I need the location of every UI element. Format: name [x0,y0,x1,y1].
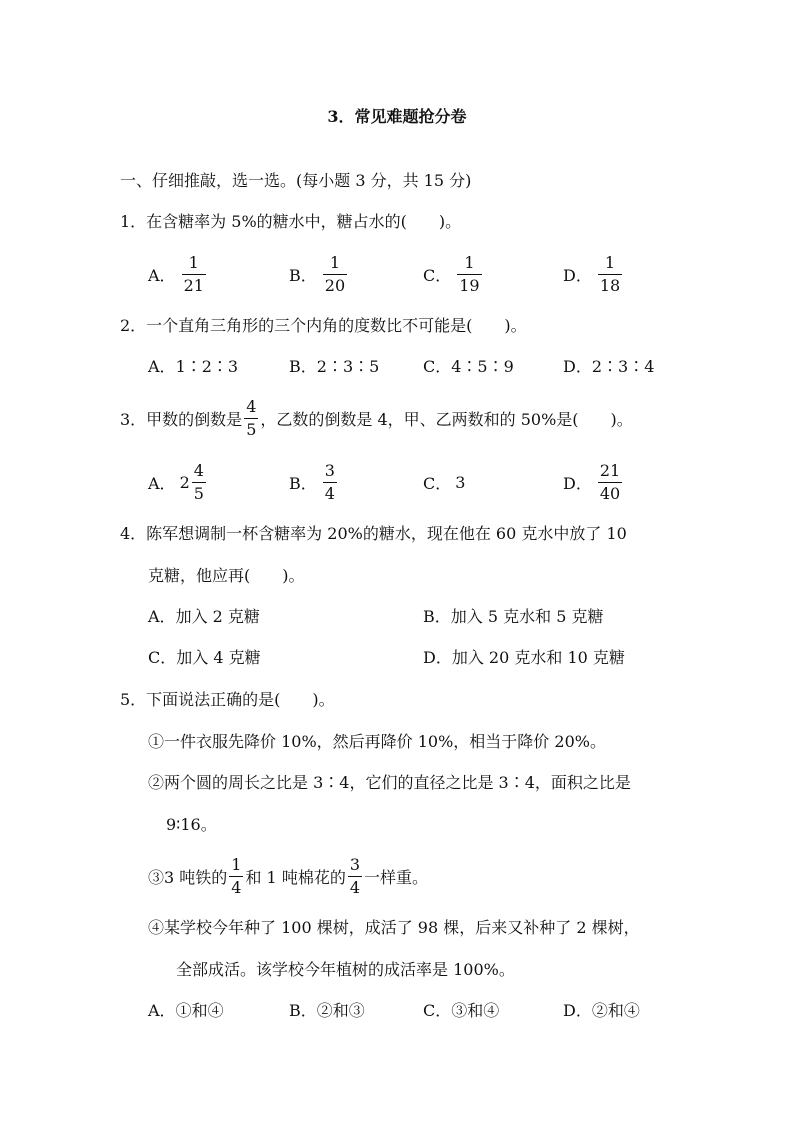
q5-s3-fraction-1 [229,856,243,897]
q1-option-b-label: B． [289,265,317,285]
q5-statement-2-line-2: 9∶16。 [166,815,217,834]
q5-option-c[interactable] [423,1001,499,1021]
q5-option-b-text: ②和③ [316,1001,365,1020]
q4-option-a-label: A． [148,607,176,626]
q2-option-c[interactable] [423,357,514,377]
fraction-bar [457,274,481,275]
q1-option-c-label: C． [423,265,452,285]
q5-option-d-text: ②和④ [591,1001,640,1020]
numerator: 1 [604,252,616,272]
q3-fraction [244,398,258,439]
q4-option-c-text: 加入 4 克糖 [176,648,261,667]
numerator: 1 [231,854,242,874]
denominator: 19 [459,275,480,295]
q5-option-b[interactable] [289,1001,365,1021]
q4-option-b-label: B． [423,607,451,626]
q5-statement-4-line-2: 全部成活。该学校今年植树的成活率是 100%。 [176,960,515,979]
fraction-bar [192,482,206,483]
numerator: 1 [464,252,475,272]
numerator: 4 [193,460,204,480]
q5-option-d[interactable] [563,1001,640,1021]
q5-s3-part-b: 和 1 吨棉花的 [245,867,346,887]
q3-option-b-label: B． [289,473,317,493]
numerator: 3 [324,460,335,480]
numerator: 3 [349,854,361,874]
q2-option-c-label: C． [423,357,452,376]
denominator: 4 [231,877,242,897]
q5-option-c-text: ③和④ [451,1001,500,1020]
fraction-bar [348,876,362,877]
q2-option-a-label: A． [148,357,176,376]
q4-option-b-text: 加入 5 克水和 5 克糖 [450,607,604,626]
q5-option-b-label: B． [289,1001,317,1020]
question-3-text [120,394,633,442]
q4-option-c[interactable] [148,648,261,668]
numerator: 21 [599,460,621,480]
q3-option-d[interactable] [563,458,624,506]
q3-text-part-b: ，乙数的倒数是 4，甲、乙两数和的 50%是( )。 [260,409,633,429]
denominator: 18 [599,275,621,295]
q4-option-b[interactable] [423,607,603,627]
q4-option-c-label: C． [148,648,177,667]
q2-option-c-text: 4∶5∶9 [451,357,514,376]
q1-option-a[interactable] [148,250,208,298]
q1-option-a-fraction [182,254,206,295]
numerator: 1 [188,252,199,272]
q5-statement-3 [148,852,428,900]
q5-option-c-label: C． [423,1001,452,1020]
numerator: 4 [246,396,257,416]
q5-s3-part-a: ③3 吨铁的 [148,867,228,887]
q3-option-b-fraction [323,462,337,503]
q5-option-a[interactable] [148,1001,224,1021]
q4-option-a[interactable] [148,607,260,627]
q2-option-d-text: 2∶3∶4 [591,357,655,376]
denominator: 21 [183,275,204,295]
denominator: 5 [193,483,204,503]
fraction-bar [229,876,243,877]
q2-option-b-text: 2∶3∶5 [316,357,380,376]
q5-option-d-label: D． [563,1001,592,1020]
q3-option-d-fraction [598,462,622,503]
question-2-text: 2．一个直角三角形的三个内角的度数比不可能是( )。 [120,316,527,335]
q3-option-a[interactable] [148,458,208,506]
q5-statement-2-line-1: ②两个圆的周长之比是 3∶4，它们的直径之比是 3∶4，面积之比是 [148,773,631,792]
q3-option-b[interactable] [289,458,339,506]
q2-option-d[interactable] [563,357,654,377]
q3-option-a-fraction [192,462,206,503]
q2-option-b-label: B． [289,357,317,376]
q1-option-b[interactable] [289,250,349,298]
question-5-text: 5．下面说法正确的是( )。 [120,690,335,709]
q5-statement-1: ①一件衣服先降价 10%，然后再降价 10%，相当于降价 20%。 [148,732,606,751]
question-4-line-2: 克糖，他应再( )。 [148,566,305,585]
q4-option-d-text: 加入 20 克水和 10 克糖 [451,648,625,667]
q1-option-d-fraction [598,254,622,295]
q2-option-d-label: D． [563,357,592,376]
q5-statement-4-line-1: ④某学校今年种了 100 棵树，成活了 98 棵，后来又补种了 2 棵树， [148,918,640,937]
q1-option-c[interactable] [423,250,484,298]
denominator: 4 [349,877,361,897]
q3-option-d-label: D． [563,473,592,493]
fraction-bar [244,418,258,419]
q1-option-b-fraction [323,254,347,295]
q5-s3-part-c: 一样重。 [364,867,429,887]
question-1-text: 1．在含糖率为 5%的糖水中，糖占水的( )。 [120,212,462,231]
q3-text-part-a: 3．甲数的倒数是 [120,409,243,429]
fraction-bar [323,482,337,483]
q3-option-c-label: C． [423,473,452,493]
q2-option-a-text: 1∶2∶3 [175,357,239,376]
denominator: 5 [246,419,257,439]
denominator: 4 [324,483,335,503]
q3-option-a-whole: 2 [179,472,190,492]
numerator: 1 [329,252,341,272]
q4-option-a-text: 加入 2 克糖 [175,607,260,626]
q5-s3-fraction-2 [348,856,362,897]
denominator: 20 [324,275,346,295]
q2-option-a[interactable] [148,357,238,377]
fraction-bar [323,274,347,275]
fraction-bar [182,274,206,275]
q2-option-b[interactable] [289,357,379,377]
q1-option-a-label: A． [148,265,176,285]
section-heading: 一、仔细推敲，选一选。(每小题 3 分，共 15 分) [120,171,472,190]
fraction-bar [598,274,622,275]
q1-option-d-label: D． [563,265,592,285]
q3-option-c[interactable] [423,458,465,506]
fraction-bar [598,482,622,483]
denominator: 40 [599,483,621,503]
q4-option-d-label: D． [423,648,452,667]
question-4-line-1: 4．陈军想调制一杯含糖率为 20%的糖水，现在他在 60 克水中放了 10 [120,524,627,543]
page-title: 3．常见难题抢分卷 [327,107,467,126]
q5-option-a-text: ①和④ [175,1001,224,1020]
q3-option-c-text: 3 [455,472,466,492]
q3-option-a-label: A． [148,473,176,493]
q4-option-d[interactable] [423,648,625,668]
q1-option-c-fraction [457,254,481,295]
q1-option-d[interactable] [563,250,624,298]
q5-option-a-label: A． [148,1001,176,1020]
